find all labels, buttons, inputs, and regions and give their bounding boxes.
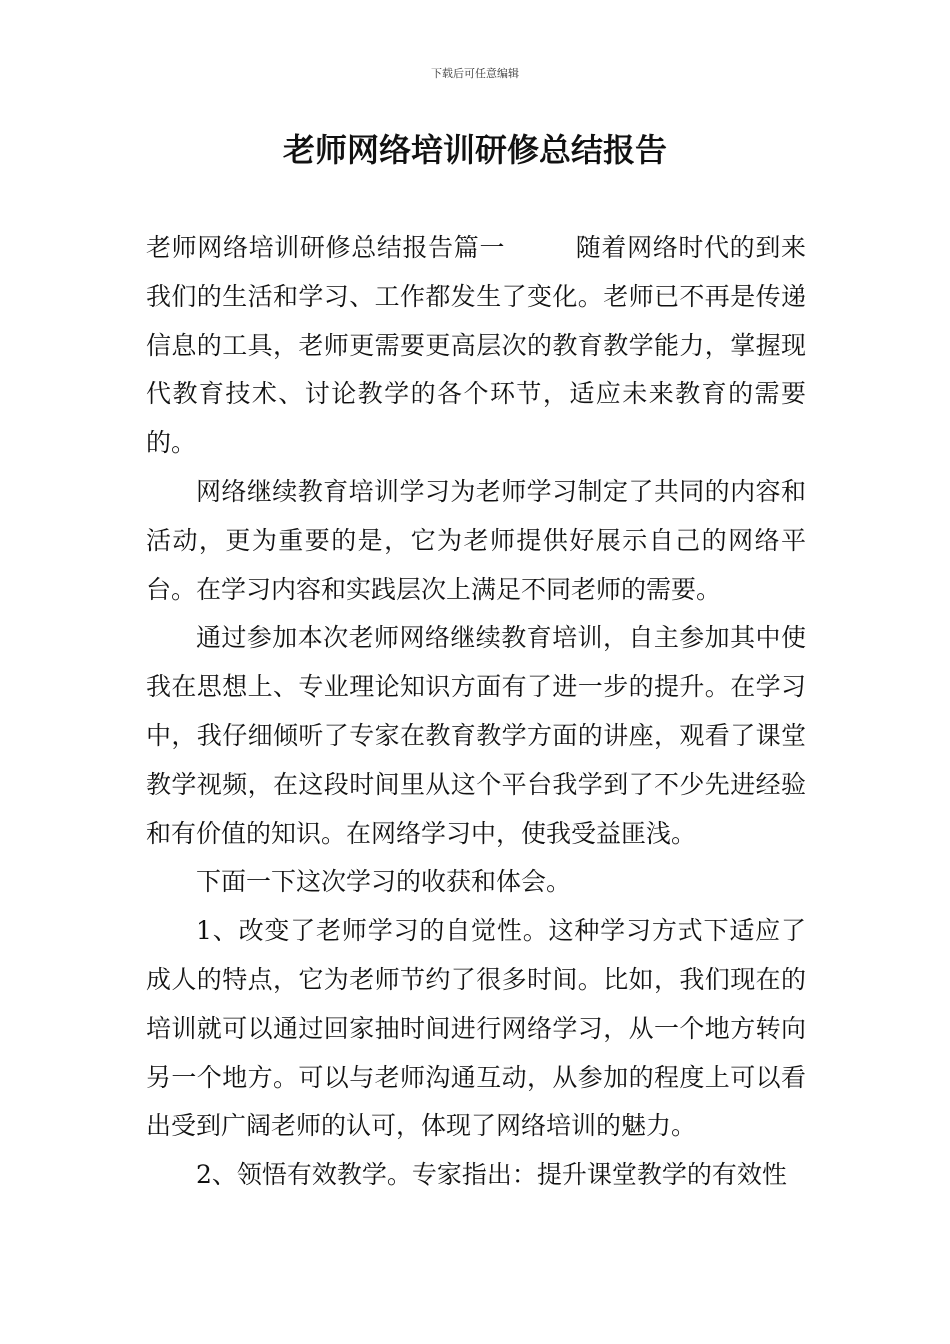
paragraph-1-text: 随着网络时代的到来我们的生活和学习、工作都发生了变化。老师已不再是传递信息的工具，老师更需要更高层次的教育教学能力，掌握现代教育技术、讨论教学的各个环节，适应未来教育的需要的。 [146, 233, 806, 458]
paragraph-4: 下面一下这次学习的收获和体会。 [196, 867, 572, 897]
paragraph-1-lead: 老师网络培训研修总结报告篇一 [146, 233, 506, 262]
paragraph-1 [146, 224, 806, 468]
paragraph-5: 1、改变了老师学习的自觉性。这种学习方式下适应了成人的特点，它为老师节约了很多时间。比如，我们现在的培训就可以通过回家抽时间进行网络学习，从一个地方转向另一个地方。可以与老师沟通互动，从参加的程度上可以看出受到广阔老师的认可，体现了网络培训的魅力。 [146, 916, 806, 1141]
paragraph-6: 2、领悟有效教学。专家指出：提升课堂教学的有效性 [196, 1160, 787, 1190]
header-note: 下载后可任意编辑 [431, 67, 519, 80]
document-title: 老师网络培训研修总结报告 [282, 131, 667, 169]
paragraph-2: 网络继续教育培训学习为老师学习制定了共同的内容和活动，更为重要的是，它为老师提供好展示自己的网络平台。在学习内容和实践层次上满足不同老师的需要。 [146, 476, 806, 604]
document-body [146, 224, 806, 1200]
paragraph-3: 通过参加本次老师网络继续教育培训，自主参加其中使我在思想上、专业理论知识方面有了进一步的提升。在学习中，我仔细倾听了专家在教育教学方面的讲座，观看了课堂教学视频，在这段时间里从这个平台我学到了不少先进经验和有价值的知识。在网络学习中，使我受益匪浅。 [146, 623, 806, 848]
